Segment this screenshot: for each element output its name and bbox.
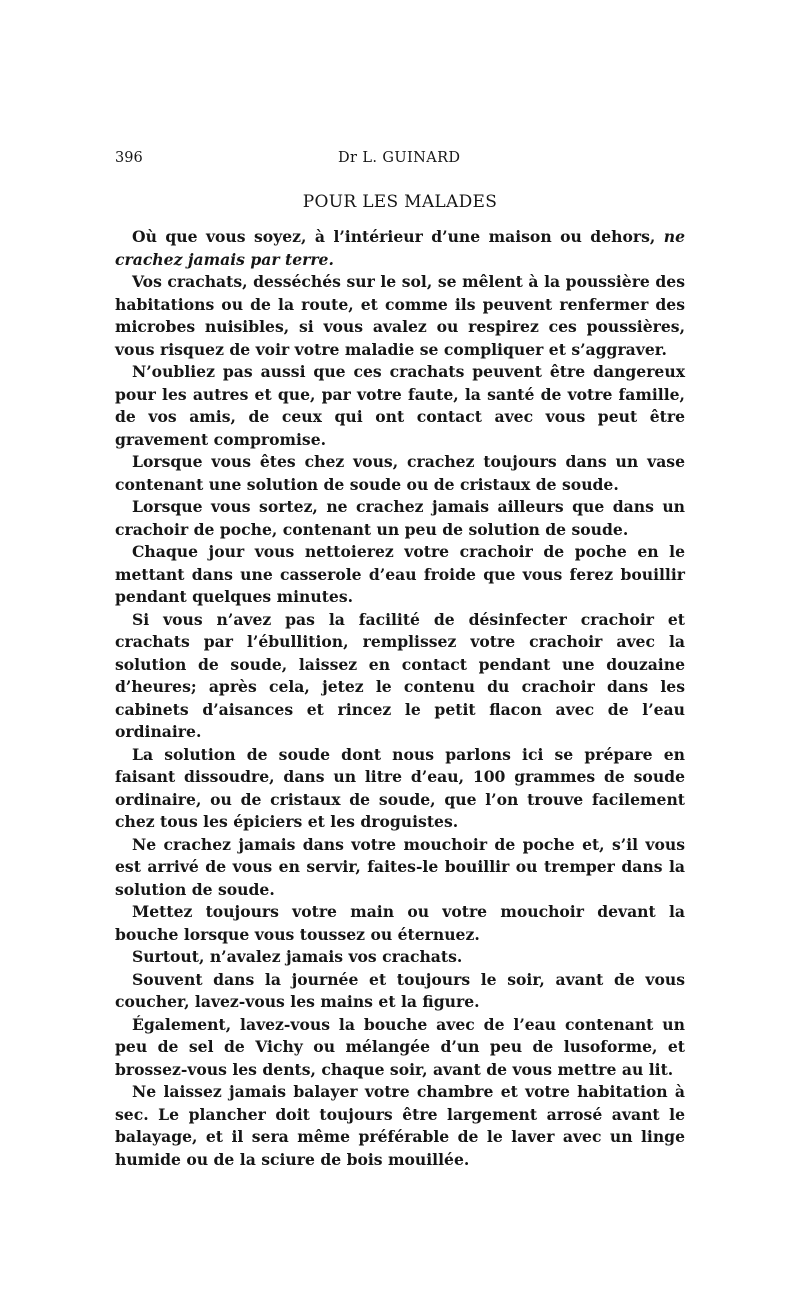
paragraph: Également, lavez-vous la bouche avec de l’eau contenant un peu de sel de Vichy ou mélangée d’un peu de lusoforme, et brossez-vous les dents, chaque soir, avant de vous mettre au lit. (115, 1014, 685, 1079)
paragraph: Mettez toujours votre main ou votre mouchoir devant la bouche lorsque vous toussez ou éternuez. (115, 902, 685, 944)
paragraph: N’oubliez pas aussi que ces crachats peuvent être dangereux pour les autres et que, par votre faute, la santé de votre famille, de vos amis, de ceux qui ont contact avec vous peut être gravement compromise. (115, 362, 685, 449)
paragraph: Ne crachez jamais dans votre mouchoir de poche et, s’il vous est arrivé de vous en servir, faites-le bouillir ou tremper dans la solution de soude. (115, 834, 685, 899)
body-text (115, 226, 685, 1171)
paragraph: Surtout, n’avalez jamais vos crachats. (132, 947, 463, 966)
section-title: POUR LES MALADES (302, 192, 498, 212)
paragraph: Lorsque vous êtes chez vous, crachez toujours dans un vase contenant une solution de soude ou de cristaux de soude. (115, 452, 685, 494)
paragraph: Souvent dans la journée et toujours le soir, avant de vous coucher, lavez-vous les mains et la figure. (115, 969, 685, 1011)
paragraph (115, 226, 685, 271)
book-page (115, 150, 685, 1171)
running-header (115, 150, 685, 172)
paragraph: Vos crachats, desséchés sur le sol, se mêlent à la poussière des habitations ou de la route, et comme ils peuvent renfermer des microbes nuisibles, si vous avalez ou respirez ces poussières, vous risquez de voir votre maladie se compliquer et s’aggraver. (115, 272, 685, 359)
page-number: 396 (115, 150, 143, 166)
emphasis-text: ne crachez jamais par terre. (115, 227, 685, 269)
paragraph-text: Où que vous soyez, à l’intérieur d’une maison ou dehors, (132, 227, 656, 246)
paragraph: Si vous n’avez pas la facilité de désinfecter crachoir et crachats par l’ébullition, remplissez votre crachoir avec la solution de soude, laissez en contact pendant une douzaine d’heures; après cela, jetez le contenu du crachoir dans les cabinets d’aisances et rincez le petit flacon avec de l’eau ordinaire. (115, 609, 685, 741)
paragraph: Lorsque vous sortez, ne crachez jamais ailleurs que dans un crachoir de poche, contenant un peu de solution de soude. (115, 497, 685, 539)
running-header-author: Dr L. GUINARD (338, 150, 461, 166)
paragraph: Ne laissez jamais balayer votre chambre et votre habitation à sec. Le plancher doit toujours être largement arrosé avant le balayage, et il sera même préférable de le laver avec un linge humide ou de la sciure de bois mouillée. (115, 1082, 685, 1169)
paragraph: La solution de soude dont nous parlons ici se prépare en faisant dissoudre, dans un litre d’eau, 100 grammes de soude ordinaire, ou de cristaux de soude, que l’on trouve facilement chez tous les épiciers et les droguistes. (115, 744, 685, 831)
paragraph: Chaque jour vous nettoierez votre crachoir de poche en le mettant dans une casserole d’eau froide que vous ferez bouillir pendant quelques minutes. (115, 542, 685, 606)
